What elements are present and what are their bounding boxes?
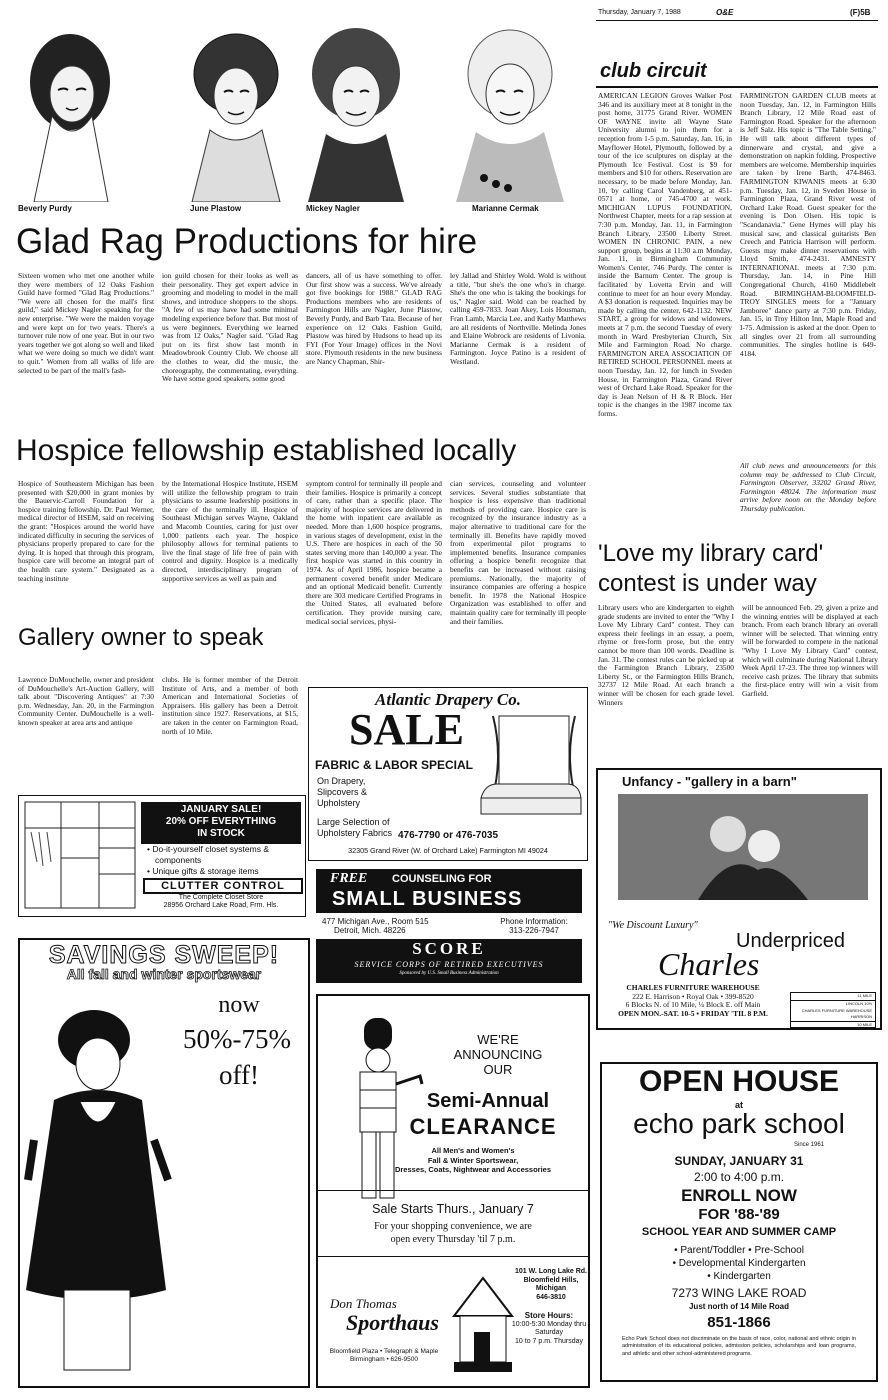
divider: [318, 1256, 588, 1257]
bullet-item: • Do-it-yourself closet systems &: [147, 844, 270, 854]
clearance-items: [358, 1146, 588, 1175]
column-note: All club news and announcements for this column may be addressed to Club Circuit, Farmington Observer, 33202 Grand River, Farmington 48024. The information must arrive before noon on the Monday before Thursday publication.: [740, 462, 876, 513]
program-item: • Developmental Kindergarten: [672, 1258, 806, 1269]
ad-address: [141, 894, 301, 909]
phone-label: Phone Information:: [500, 917, 568, 926]
underpriced: Underpriced: [736, 930, 845, 952]
article-column: Hospice of Southeastern Michigan has been presented with $20,000 in grant monies by the Bauervic-Carroll Foundation for a hospice training fellowship. Dr. Paul Werner, medical director of HSEM, said on receiving the grant: "Hospices around the world have indicated difficulty in securing the services of physicians properly prepared to care for the dying. It is hoped that through this program, hospice care will become an integral part of the health care system." Designated as a teaching institute: [18, 480, 154, 583]
drapery-sofa-illustration: [479, 712, 583, 828]
article-column: Sixteen women who met one another while they were members of 12 Oaks Fashion Guild have formed "Glad Rag Productions." "We were all chosen for the mall's first guild," said Mickey Nagler speaking for the new enterprise. "We were the maiden voyage and were kept on for two years. There's a turnover rule now of one year. But in our two years together we got along so well and liked what we were doing so much we didn't want to quit." Women from all walks of life are selected to be part of the mall's fash-: [18, 272, 154, 375]
announce-line: ANNOUNCING: [453, 1047, 543, 1062]
sale-line: 20% OFF EVERYTHING: [165, 816, 277, 827]
closet-illustration: [21, 798, 139, 912]
off-word: off!: [219, 1060, 259, 1090]
address-line: 101 W. Long Lake Rd.: [515, 1268, 587, 1275]
ad-line: Slipcovers &: [317, 787, 368, 797]
ad-bullets: [147, 844, 269, 877]
hours: OPEN MON.-SAT. 10-5 • FRIDAY 'TIL 8 P.M.: [618, 1008, 768, 1018]
photo-caption: June Plastow: [190, 204, 242, 213]
program-item: • Parent/Toddler • Pre-School: [674, 1245, 804, 1256]
map-label: HARRISON: [850, 1014, 872, 1020]
article-column: clubs. He is former member of the Detroit Institute of Arts, and a member of both American and International Societies of Appraisers. His gallery has been a Detroit institution since 1927. Reservations, at $15, are taken in the center on Farmington Road, north of 10 Mile.: [162, 676, 298, 736]
bullet-text: Do-it-yourself closet systems &: [152, 844, 270, 854]
ad-title: Unfancy - "gallery in a barn": [622, 774, 797, 789]
announce-line: OUR: [483, 1062, 513, 1077]
chalet-illustration: [450, 1266, 516, 1376]
ad-address: [600, 984, 786, 1018]
ad-subtitle: All fall and winter sportswear: [66, 966, 262, 982]
program-item: • Kindergarten: [707, 1271, 771, 1282]
score-logo-block: [316, 939, 582, 983]
logo-don-thomas: Don Thomas: [330, 1296, 397, 1311]
location: [318, 1348, 450, 1364]
column-text: FARMINGTON GARDEN CLUB meets at noon Tuesday, Jan. 12, in Farmington Hills Branch Library, 12 Mile Road east of Farmington Road. Speaker for the afternoon is Jeff Salz. His topic is "The Table Setting." He will talk about different types of dinnerware and crystal, and give a demonstration on napkin folding. Prospective members are welcome. Membership inquiries are taken by Irene Barth, 474-8463. FARMINGTON KIWANIS meets at 6:30 p.m. Tuesday, Jan. 12, in Sveden House in Farmington Plaza, Grand River west of Orchard Lake Road. Guest speaker for the evening is Don Olsen. His topic is "Scandanavia." Gene Hymes will play his musical saw, and classical guitarists Ben Creech and Patricia Harrison will perform. Guests may make dinner reservations with Lloyd Smith, 474-2431. AMNESTY INTERNATIONAL meets at 7:30 p.m. Thursday, Jan. 14, in Pine Hill Congregational Church, 4160 Middlebelt Road. BIRMINGHAM-BLOOMFIELD-TROY SINGLES meets for a "January Jamboree" dance party at 7:30 p.m. Friday, Jan. 15, in Troy Hilton Inn, Maple Road and I-75. Admission is asked at the door. Open to all singles over 21 from all surrounding communities. The singles hotline is 649-4184.: [740, 92, 876, 358]
map-label: LINCOLN 10½: [845, 1000, 872, 1006]
article-headline: Glad Rag Productions for hire: [16, 222, 478, 261]
echo-park-school-ad[interactable]: [600, 1062, 878, 1382]
phone: 476-7790 or 476-7035: [397, 830, 499, 841]
discount-percent: 50%-75%: [183, 1024, 291, 1054]
ad-brand: Atlantic Drapery Co.: [375, 690, 521, 709]
ad-line: Upholstery Fabrics: [317, 828, 393, 838]
map-label: 11 MILE: [791, 993, 875, 1001]
convenience: [318, 1220, 588, 1246]
score-sponsor: Sponsored by U.S. Small Business Administration: [399, 971, 499, 976]
article-column: dancers, all of us have something to offer. Our first show was a success. We've already got five bookings for 1988." GLAD RAG Productions members who are residents of Farmington Hills are Nagler, June Plastow, Beverly Purdy, and Barb Tata. Because of her experience on 12 Oaks Fashion Guild, Plastow was hired by Hudsons to head up its FYI (For Your Image) offices in the Novi store. Plymouth residents in the new business are Nancy Chapman, Shir-: [306, 272, 442, 366]
phone: 851-1866: [707, 1314, 771, 1331]
clutter-logo: CLUTTER CONTROL: [143, 878, 303, 894]
sale-banner: [141, 802, 301, 844]
article-column: ley Jallad and Shirley Wold. Wold is without a title, "but she's the one who's in charge. She's the one who is taking the bookings for us," Nagler said. Wold can be reached by calling 459-7833. Joan Akey, Lois Housman, Fran Lamb, Marcia Lee, and Kathy Matthews are all residents of Northville. Melinda Jones and Elaine Wobrock are residents of Livonia. Marianne Cermak is a resident of Farmington. Joyce Patino is a resident of Westland.: [450, 272, 586, 366]
hours-heading: Store Hours:: [524, 1311, 574, 1320]
page-number: (F)5B: [850, 8, 871, 17]
article-headline: 'Love my library card': [598, 540, 824, 567]
article-headline: Hospice fellowship established locally: [16, 434, 517, 467]
camp-line: SCHOOL YEAR AND SUMMER CAMP: [641, 1226, 837, 1238]
ad-line: Large Selection of: [317, 817, 390, 827]
bullet-text: Unique gifts & storage items: [152, 866, 259, 876]
slogan: "We Discount Luxury": [608, 920, 698, 931]
clutter-control-ad[interactable]: [18, 795, 306, 917]
address-line: Detroit, Mich. 48226: [334, 926, 406, 935]
semi-annual: Semi-Annual: [426, 1090, 550, 1112]
article-column: cian services, counseling and volunteer services. Several studies substantiate that hospice is less expensive than traditional methods of providing care. Hospice care is recognized by the insurance industry as a major alternative to traditional care for the terminally ill. Benefits have rapidly moved from experimental pilot programs to implemented benefits. Insurance companies offering a hospice benefit recognize that benefits can be increased without raising premiums. Nationally, the majority of insurance companies are offering a hospice benefit. In 1978 the National Hospice Organization was established to offer and maintain quality care for terminally ill people and their families.: [450, 480, 586, 626]
article-column: Library users who are kindergarten to eighth grade students are invited to enter the "Why I Love My Library Card" contest. They can express their feelings in an essay, a poem, rhyme or free-form prose, but the entry cannot be more than 100 words. Deadline is Jan. 31. The contest rules can be picked up at the Farmington Branch Library, 23500 Liberty St., or the Farmington Hills Branch, 32737 12 Mile Road. At each branch a winner will be chosen for each grade level. Winners: [598, 604, 734, 707]
map-label: 10 MILE: [791, 1021, 875, 1029]
directions: Just north of 14 Mile Road: [688, 1302, 789, 1311]
photo-caption: Marianne Cermak: [472, 204, 539, 213]
address-line: 477 Michigan Ave., Room 515: [322, 917, 429, 926]
bullet-item: • Unique gifts & storage items: [147, 866, 259, 876]
program-list: [602, 1244, 876, 1283]
article-headline: Gallery owner to speak: [18, 624, 264, 651]
small-business-line: SMALL BUSINESS: [332, 888, 523, 910]
article-column: will be announced Feb. 29, given a prize and the winning entries will be displayed at each branch. From each branch library an overall winner will be selected. That winning entry will be forwarded to compete in the national "Why I Love My Library Card" contest, which will culminate during National Library Week April 17-23. The three top winners will receive cash prizes. The library that submits the first-place entry will win a visit from Garfield.: [742, 604, 878, 698]
item-line: Dresses, Coats, Nightwear and Accessories: [394, 1165, 552, 1174]
convenience-line: open every Thursday 'til 7 p.m.: [390, 1234, 516, 1245]
score-banner: [316, 869, 582, 913]
score-ad[interactable]: [314, 867, 584, 989]
article-headline: contest is under way: [598, 570, 817, 597]
item-line: Fall & Winter Sportswear,: [427, 1155, 519, 1165]
address: 28956 Orchard Lake Road, Frm. Hls.: [163, 901, 279, 909]
map-label: CHARLES FURNITURE WAREHOUSE: [801, 1007, 872, 1013]
open-house: OPEN HOUSE: [638, 1065, 840, 1098]
location-line: Birmingham • 626-9500: [349, 1356, 419, 1363]
sale-line: JANUARY SALE!: [180, 804, 262, 815]
counseling-line: COUNSELING FOR: [392, 873, 492, 885]
photo-caption: Beverly Purdy: [18, 204, 72, 213]
article-column: ion guild chosen for their looks as well as their personality. They get expert advice in grooming and modeling to model in the mall shows, and introduce shoppers to the shops. "A few of us may have had some minimal modeling experience before that. But most of us were beginners. Everything we learned was from 12 Oaks," Nagler said. "Glad Rag put on its first show last month in Meadowbrook Country Club. We choose all the clothes to wear, did the music, the choreography, the commentating, everything. We have some good speakers, some good: [162, 272, 298, 384]
masthead-rule: [596, 20, 878, 21]
location-map: [790, 992, 876, 1028]
store-hours: [510, 1312, 588, 1346]
event-date: SUNDAY, JANUARY 31: [674, 1154, 804, 1168]
score-address: [322, 917, 429, 935]
event-time: 2:00 to 4:00 p.m.: [693, 1170, 785, 1184]
address-line: Bloomfield Hills, Michigan: [523, 1276, 579, 1292]
ad-line: Upholstery: [317, 798, 361, 808]
sale-word: SALE: [349, 705, 464, 754]
score-phone: [486, 917, 582, 935]
model-illustration: [24, 990, 174, 1380]
address: 32305 Grand River (W. of Orchard Lake) Farmington MI 49024: [348, 846, 548, 855]
article-column: by the International Hospice Institute, HSEM will utilize the fellowship program to train physicians to assume leadership positions in the care of the terminally ill. Hospice of Southeast Michigan serves Wayne, Oakland and Macomb Counties, caring for just over 1,000 patients each year. The hospice philosophy allows for terminal patients to live the final stage of life free of pain with control and dignity. Hospice is a medically directed, interdisciplinary program of supportive services as well as pain and: [162, 480, 298, 583]
column-headline: club circuit: [600, 60, 707, 82]
since: Since 1961: [793, 1142, 825, 1148]
ad-subheading: FABRIC & LABOR SPECIAL: [315, 758, 474, 772]
portrait-photo: [440, 16, 580, 202]
convenience-line: For your shopping convenience, we are: [374, 1221, 532, 1232]
enroll-now: ENROLL NOW: [681, 1186, 797, 1205]
ad-line: On Drapery,: [317, 776, 366, 786]
logo-sporthaus: Sporthaus: [346, 1310, 439, 1335]
nondiscrimination-notice: Echo Park School does not discriminate on the basis of race, color, national and ethnic origin in administration of its educational policies, admission policies, scholarships and loan programs, and athletic and other school-administered programs.: [622, 1336, 856, 1357]
divider: [318, 1190, 588, 1191]
portrait-photo: [300, 16, 412, 202]
school-address: 7273 WING LAKE ROAD: [671, 1286, 807, 1300]
clearance: CLEARANCE: [409, 1114, 557, 1139]
charles-furniture-ad[interactable]: [596, 768, 882, 1030]
ad-title: SAVINGS SWEEP!: [48, 941, 280, 969]
tagline: The Complete Closet Store: [178, 894, 264, 901]
bullet-text: components: [155, 855, 202, 865]
sale-line: IN STOCK: [197, 828, 245, 839]
script-logo: Charles: [658, 946, 760, 982]
sporthaus-ad[interactable]: [316, 994, 590, 1388]
hours-line: 10 to 7 p.m. Thursday: [515, 1337, 583, 1345]
portrait-photo: [180, 20, 290, 202]
score-corps: SERVICE CORPS OF RETIRED EXECUTIVES: [354, 960, 544, 969]
announce-line: WE'RE: [477, 1032, 519, 1047]
school-name: echo park school: [633, 1108, 845, 1139]
announce-text: [418, 1032, 578, 1077]
score-word: SCORE: [412, 939, 486, 958]
address-line: 222 E. Harrison • Royal Oak • 399-8520: [632, 991, 754, 1001]
column-text: AMERICAN LEGION Groves Walker Post 346 and its auxiliary meet at 8 tonight in the post home, 31775 Grand River. WOMEN OF WAYNE invite all Wayne State University alumni to join them for a reception from 1-5 p.m. Saturday, Jan. 16, in Mayflower Hotel, Plymouth, followed by a tour of the ice sculptures on display at the Plymouth Ice Festival. Cost is $9 for members and $10 for others. Reservation are necessary, to be made before Monday, Jan. 10, by calling Carol Vandenberg, at 451-0571 at home, or 745-4700 at work. MICHIGAN LUPUS FOUNDATION, Northwest Chapter, meets for a rap session at 7:30 p.m. Monday, Jan. 11, in Farmington Branch Library, 23500 Liberty Street. WOMEN IN CHRONIC PAIN, a new support group, begins at 11:30 a.m Monday, Jan. 11, in Birmingham Community Women's Center, 746 Purdy. The center is inside the Barnum Center. The group is facilitated by Lovetta Ervin and will continue to meet for an hour every Monday. A $3 donation is requested. Inquiries may be made by calling the center, 642-1132. NEW START, a group for widows and widowers, meets at 7 p.m. the second Tuesday of every month in Ward Presbyterian Church, Six Mile and Farmington Road. No charge. FARMINGTON AREA ASSOCIATION OF RETIRED SCHOOL PERSONNEL meets at noon Tuesday, Jan. 12, for lunch in Sveden House, in Farmington Plaza, Grand River west of Orchard Lake Road. Speaker for the day is Jean Nelson of H & R Block. Her topic is the changes in the 1987 income tax forms.: [598, 92, 732, 418]
hours-line: 10:00-5:30 Monday thru Saturday: [511, 1320, 587, 1336]
at-word: at: [734, 1100, 743, 1110]
now-word: now: [218, 992, 260, 1018]
article-column: symptom control for terminally ill people and their families. Hospice is primarily a concept of care, rather than a specific place. The majority of hospice services are delivered in the home with inpatient care available as needed. More than 1,600 hospice programs, in various stages of development, exist in the U.S. There are hospices in each of the 50 states serving more than 140,000 a year. The first hospice was started in this country in 1974. As of April 1986, hospice became a permanent covered benefit under Medicare and an optional Medicaid benefit. Currently there are 303 medicare Certified Programs in the United States, all evaluated before certification. They provide nursing care, medical social services, physi-: [306, 480, 442, 626]
section-name: O&E: [716, 8, 734, 17]
article-column: Lawrence DuMouchelle, owner and president of DuMouchelle's Art-Auction Gallery, will talk about "Discovering Antiques" at 7:30 p.m. Wednesday, Jan. 20, in the Farmington Community Center. DuMouchelle is a well-known speaker at area arts and antique: [18, 676, 154, 727]
atlantic-drapery-ad[interactable]: [308, 687, 588, 861]
address-line: 6 Blocks N. of 10 Mile, ¼ Block E. off Main: [625, 1000, 761, 1009]
school-year: FOR '88-'89: [698, 1206, 780, 1223]
savings-sweep-ad[interactable]: [18, 938, 310, 1388]
sale-start: Sale Starts Thurs., January 7: [372, 1202, 534, 1216]
issue-date: Thursday, January 7, 1988: [598, 9, 681, 16]
phone-number: 313-226-7947: [509, 926, 559, 935]
portrait-photo: [12, 16, 122, 202]
headline-rule: [596, 86, 878, 88]
item-line: All Men's and Women's: [431, 1146, 515, 1155]
free-word: FREE: [330, 871, 368, 886]
photo-caption: Mickey Nagler: [306, 204, 360, 213]
store-address: [514, 1268, 588, 1302]
store-name: CHARLES FURNITURE WAREHOUSE: [626, 983, 760, 992]
couple-photo: [618, 794, 868, 900]
address-line: 646-3810: [536, 1293, 566, 1301]
location-line: Bloomfield Plaza • Telegraph & Maple: [329, 1348, 439, 1355]
